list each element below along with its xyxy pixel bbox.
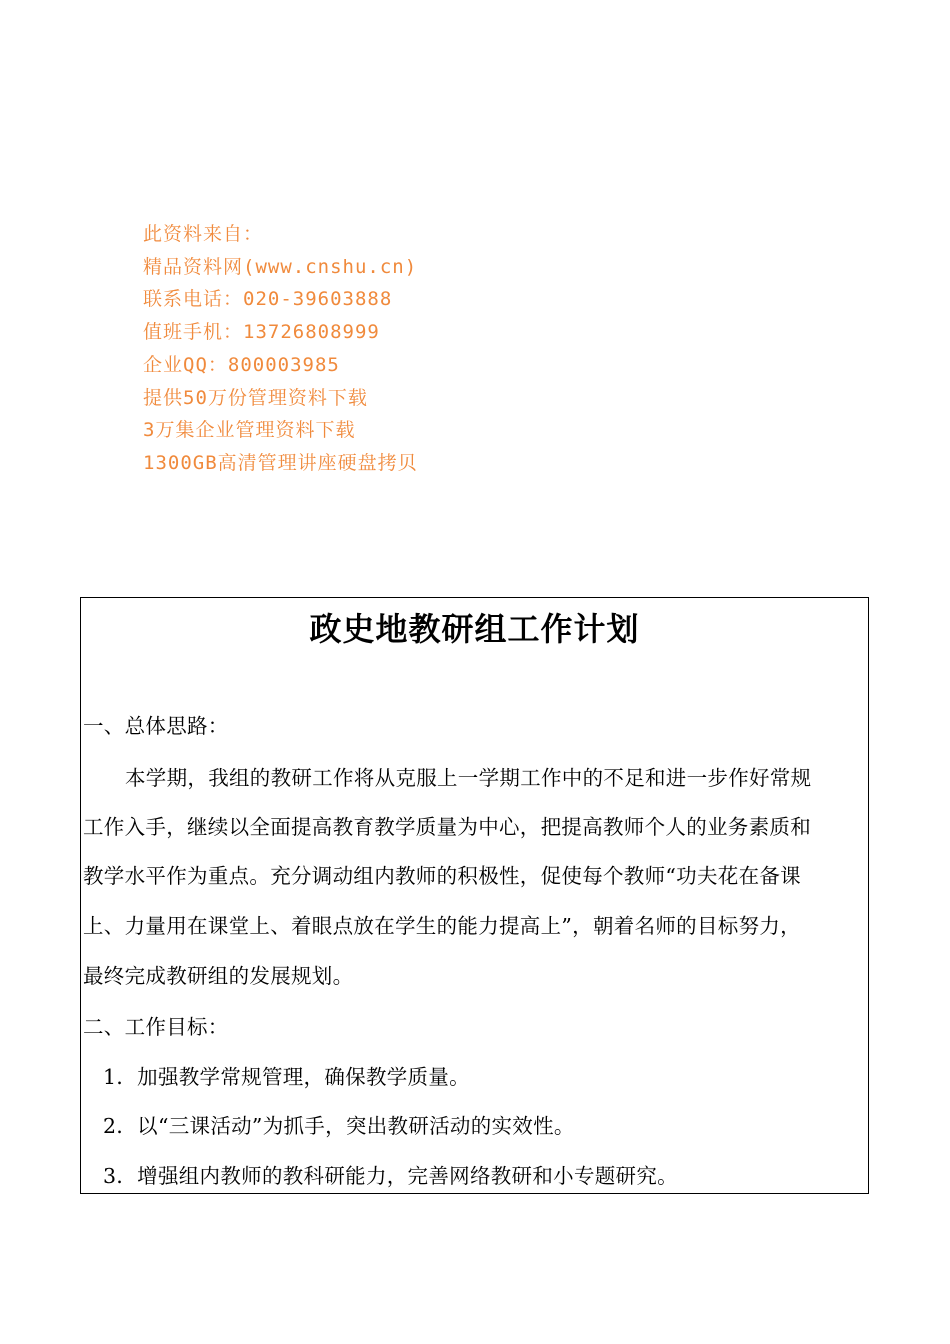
source-heading: 此资料来自： [143, 223, 264, 245]
goal-item: 3．增强组内教师的教科研能力，完善网络教研和小专题研究。 [103, 1164, 678, 1188]
goal-item: 2．以“三课活动”为抓手，突出教研活动的实效性。 [103, 1114, 575, 1138]
paragraph-line: 教学水平作为重点。充分调动组内教师的积极性，促使每个教师“功夫花在备课 [83, 864, 801, 888]
source-offer-videos: 3万集企业管理资料下载 [143, 419, 356, 442]
source-qq: 企业QQ：800003985 [143, 353, 340, 376]
source-website: 精品资料网(www.cnshu.cn) [143, 255, 418, 278]
source-phone: 联系电话：020-39603888 [143, 288, 393, 311]
section-heading-overall: 一、总体思路： [83, 714, 229, 738]
section-heading-goals: 二、工作目标： [83, 1015, 229, 1039]
source-offer-lectures: 1300GB高清管理讲座硬盘拷贝 [143, 451, 418, 474]
goal-item: 1．加强教学常规管理，确保教学质量。 [103, 1065, 470, 1089]
paragraph-line: 本学期，我组的教研工作将从克服上一学期工作中的不足和进一步作好常规 [125, 766, 812, 790]
paragraph-line: 上、力量用在课堂上、着眼点放在学生的能力提高上”，朝着名师的目标努力， [83, 914, 801, 938]
paragraph-line: 最终完成教研组的发展规划。 [83, 964, 354, 988]
document-title: 政史地教研组工作计划 [309, 610, 640, 648]
source-info-block [143, 218, 418, 480]
source-offer-documents: 提供50万份管理资料下载 [143, 386, 368, 409]
document-frame [80, 597, 869, 1194]
source-mobile: 值班手机：13726808999 [143, 321, 380, 344]
paragraph-line: 工作入手，继续以全面提高教育教学质量为中心，把提高教师个人的业务素质和 [83, 815, 811, 839]
